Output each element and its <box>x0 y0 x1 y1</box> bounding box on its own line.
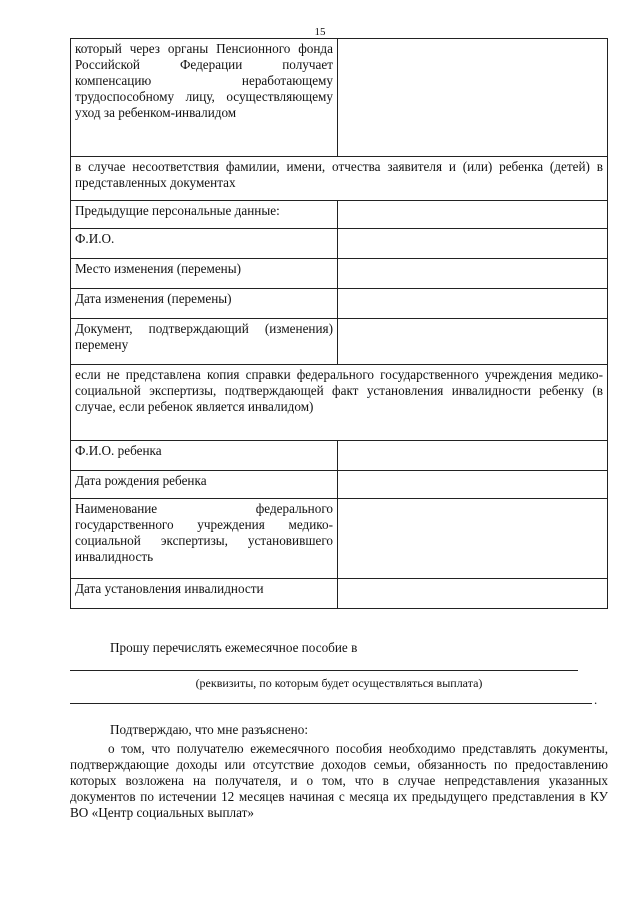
change-document-field[interactable] <box>338 319 608 365</box>
name-mismatch-section-heading: в случае несоответствия фамилии, имени, отчества заявителя и (или) ребенка (детей) в представленных документах <box>71 157 608 201</box>
requisites-line-2[interactable] <box>70 703 592 704</box>
table-row <box>71 441 608 471</box>
disability-section-heading: если не представлена копия справки федерального государственного учреждения медико-социальной экспертизы, подтверждающей факт установления инвалидности ребенку (в случае, если ребенок является инвалидом) <box>71 365 608 441</box>
child-birth-date-label: Дата рождения ребенка <box>71 471 338 499</box>
table-row <box>71 229 608 259</box>
change-place-label: Место изменения (перемены) <box>71 259 338 289</box>
requisites-line-1[interactable] <box>70 670 578 671</box>
table-row <box>71 471 608 499</box>
confirm-text: о том, что получателю ежемесячного пособия необходимо представлять документы, подтверждающие доходы или отсутствие доходов семьи, обязанность по предоставлению которых возложена на получателя, и о том, что в случае непредставления указанных документов по истечении 12 месяцев начиная с месяца их предыдущего представления в КУ ВО «Центр социальных выплат» <box>70 741 608 820</box>
disability-date-label: Дата установления инвалидности <box>71 579 338 609</box>
previous-personal-data-field[interactable] <box>338 201 608 229</box>
page-number: 15 <box>314 26 326 38</box>
table-row <box>71 365 608 441</box>
institution-name-field[interactable] <box>338 499 608 579</box>
child-fio-field[interactable] <box>338 441 608 471</box>
pension-fund-value-field[interactable] <box>338 39 608 157</box>
change-date-label: Дата изменения (перемены) <box>71 289 338 319</box>
child-birth-date-field[interactable] <box>338 471 608 499</box>
application-form-table <box>70 38 608 609</box>
table-row <box>71 201 608 229</box>
requisites-caption: (реквизиты, по которым будет осуществляться выплата) <box>195 676 483 690</box>
child-fio-label: Ф.И.О. ребенка <box>71 441 338 471</box>
change-place-field[interactable] <box>338 259 608 289</box>
fio-field[interactable] <box>338 229 608 259</box>
confirm-heading: Подтверждаю, что мне разъяснено: <box>110 722 308 737</box>
table-row <box>71 259 608 289</box>
pension-fund-label: который через органы Пенсионного фонда Российской Федерации получает компенсацию неработающему трудоспособному лицу, осуществляющему уход за ребенком-инвалидом <box>71 39 338 157</box>
transfer-request-text: Прошу перечислять ежемесячное пособие в <box>110 640 358 655</box>
table-row <box>71 39 608 157</box>
change-date-field[interactable] <box>338 289 608 319</box>
table-row <box>71 157 608 201</box>
previous-personal-data-label: Предыдущие персональные данные: <box>71 201 338 229</box>
change-document-label: Документ, подтверждающий (изменения) перемену <box>71 319 338 365</box>
table-row <box>71 319 608 365</box>
institution-name-label: Наименование федерального государственного учреждения медико-социальной экспертизы, установившего инвалидность <box>71 499 338 579</box>
fio-label: Ф.И.О. <box>71 229 338 259</box>
table-row <box>71 499 608 579</box>
table-row <box>71 579 608 609</box>
disability-date-field[interactable] <box>338 579 608 609</box>
line-end-period: . <box>594 692 598 707</box>
table-row <box>71 289 608 319</box>
